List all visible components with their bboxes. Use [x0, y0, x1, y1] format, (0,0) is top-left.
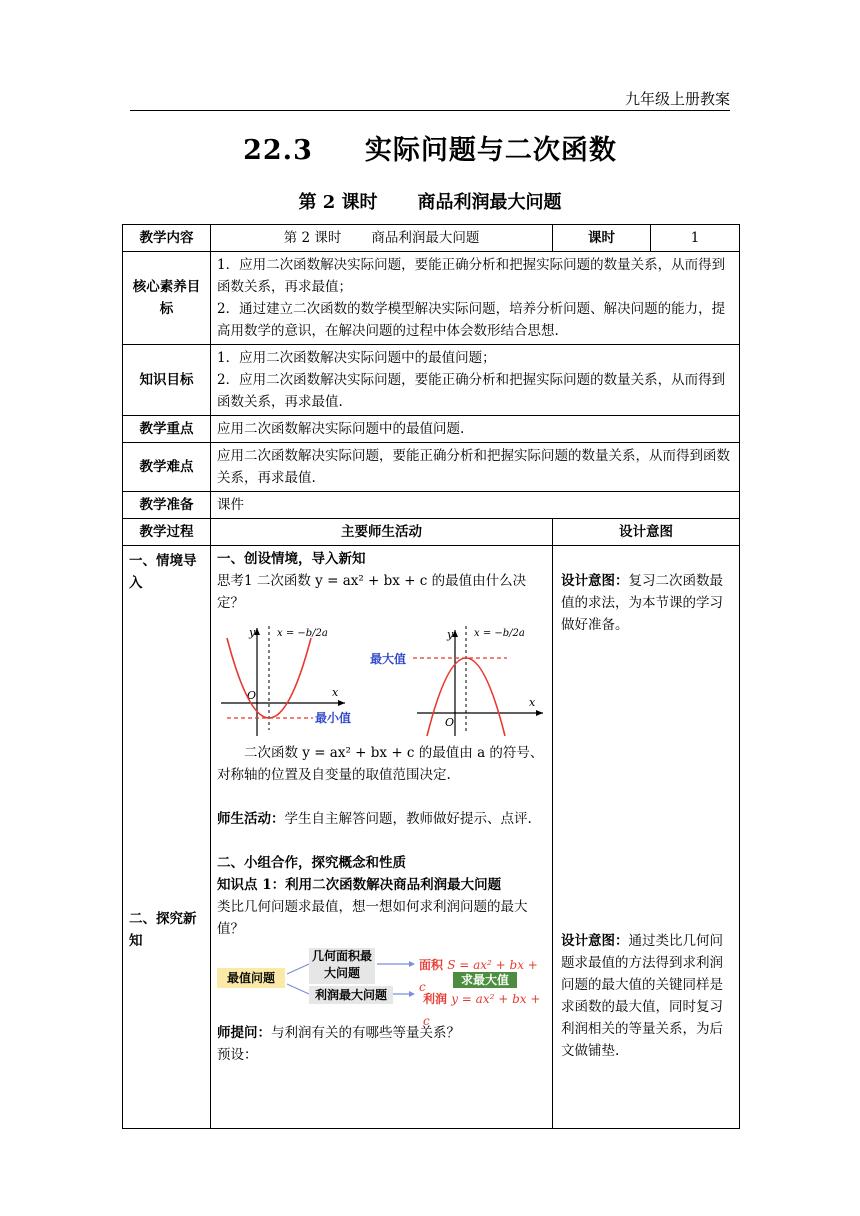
axis-label-1: x = −b/2a — [277, 628, 328, 639]
y-label-2: y — [447, 628, 454, 641]
row-content — [123, 225, 740, 252]
s2-preset: 预设： — [217, 1047, 258, 1063]
diagram-left: 最值问题 — [217, 968, 285, 988]
s1-think: 思考1 二次函数 y = ax² + bx + c 的最值由什么决定？ — [217, 573, 527, 611]
key-value: 应用二次函数解决实际问题中的最值问题. — [211, 416, 740, 443]
parabola-figure — [217, 618, 547, 738]
period-value: 1 — [651, 225, 740, 252]
process-col2: 主要师生活动 — [211, 519, 553, 546]
row-key — [123, 416, 740, 443]
row-core — [123, 252, 740, 345]
difficult-label: 教学难点 — [123, 443, 211, 492]
parabola-graphs — [217, 618, 546, 738]
stage-2-label: 二、探究新知 — [129, 911, 197, 949]
diagram-profit: 利润 y = ax² + bx + c — [423, 992, 541, 1028]
row-process-header — [123, 519, 740, 546]
content-label: 教学内容 — [123, 225, 211, 252]
key-label: 教学重点 — [123, 416, 211, 443]
intent-1: 设计意图：复习二次函数最值的求法，为本节课的学习做好准备。 — [561, 573, 723, 633]
origin-2: O — [445, 716, 455, 729]
s1-explain: 二次函数 y = ax² + bx + c 的最值由 a 的符号、对称轴的位置及自变量的取值范围决定. — [217, 745, 544, 783]
s2-text: 类比几何问题求最值，想一想如何求利润问题的最大值？ — [217, 899, 528, 937]
knowledge-content — [211, 345, 740, 416]
diagram-area: 面积 S = ax² + bx + c — [419, 958, 538, 994]
x-label-1: x — [332, 686, 339, 699]
title-text: 实际问题与二次函数 — [364, 135, 617, 166]
diagram-top: 几何面积最大问题 — [309, 948, 375, 984]
y-label-1: y — [249, 626, 256, 639]
period-label: 课时 — [553, 225, 651, 252]
diagram-bottom: 利润最大问题 — [309, 986, 393, 1004]
knowledge-item-2: 2．应用二次函数解决实际问题，要能正确分析和把握实际问题的数量关系，从而得到函数关系，再求最值. — [217, 372, 726, 410]
graph-max — [370, 626, 543, 736]
process-col1: 教学过程 — [123, 519, 211, 546]
process-activities — [211, 546, 553, 1129]
process-col3: 设计意图 — [553, 519, 740, 546]
s1-activity: 师生活动：学生自主解答问题，教师做好提示、点评. — [217, 811, 532, 827]
title-number: 22.3 — [243, 135, 313, 166]
prep-value: 课件 — [211, 492, 740, 519]
page-title — [0, 128, 860, 167]
core-item-1: 1．应用二次函数解决实际问题，要能正确分析和把握实际问题的数量关系，从而得到函数关系，再求最值； — [217, 257, 726, 295]
subtitle-topic: 商品利润最大问题 — [417, 192, 562, 213]
process-intents — [553, 546, 740, 1129]
max-label: 最大值 — [370, 652, 407, 666]
row-difficult — [123, 443, 740, 492]
row-knowledge — [123, 345, 740, 416]
axis-label-2: x = −b/2a — [474, 628, 525, 639]
knowledge-label: 知识目标 — [123, 345, 211, 416]
s2-heading: 二、小组合作，探究概念和性质 — [217, 855, 406, 871]
row-process-body — [123, 546, 740, 1129]
intent-2: 设计意图：通过类比几何问题求最值的方法得到求利润问题的最大值的关键同样是求函数的最大值，同时复习利润相关的等量关系，为后文做铺垫. — [561, 933, 723, 1059]
page-subtitle — [0, 188, 860, 214]
origin-1: O — [247, 689, 257, 702]
x-label-2: x — [529, 696, 536, 709]
subtitle-lesson: 第 2 课时 — [298, 192, 378, 213]
core-content — [211, 252, 740, 345]
knowledge-item-1: 1．应用二次函数解决实际问题中的最值问题； — [217, 350, 496, 366]
process-stages — [123, 546, 211, 1129]
core-item-2: 2．通过建立二次函数的数学模型解决实际问题，培养分析问题、解决问题的能力，提高用数学的意识，在解决问题的过程中体会数形结合思想. — [217, 301, 726, 339]
s1-heading: 一、创设情境，导入新知 — [217, 551, 366, 567]
min-label: 最小值 — [315, 711, 352, 725]
core-label: 核心素养目标 — [123, 252, 211, 345]
s2-point: 知识点 1：利用二次函数解决商品利润最大问题 — [217, 877, 502, 893]
page-header: 九年级上册教案 — [130, 88, 730, 111]
lesson-plan-table — [122, 224, 740, 1129]
difficult-value: 应用二次函数解决实际问题，要能正确分析和把握实际问题的数量关系，从而得到函数关系，再求最值. — [211, 443, 740, 492]
stage-1-label: 一、情境导入 — [129, 553, 197, 591]
graph-min — [221, 626, 351, 736]
diagram-find-max: 求最大值 — [453, 972, 517, 988]
prep-label: 教学准备 — [123, 492, 211, 519]
s2-ask: 师提问：与利润有关的有哪些等量关系？ — [217, 1025, 460, 1041]
row-prep — [123, 492, 740, 519]
content-value: 第 2 课时 商品利润最大问题 — [211, 225, 553, 252]
analogy-diagram — [217, 948, 546, 1028]
